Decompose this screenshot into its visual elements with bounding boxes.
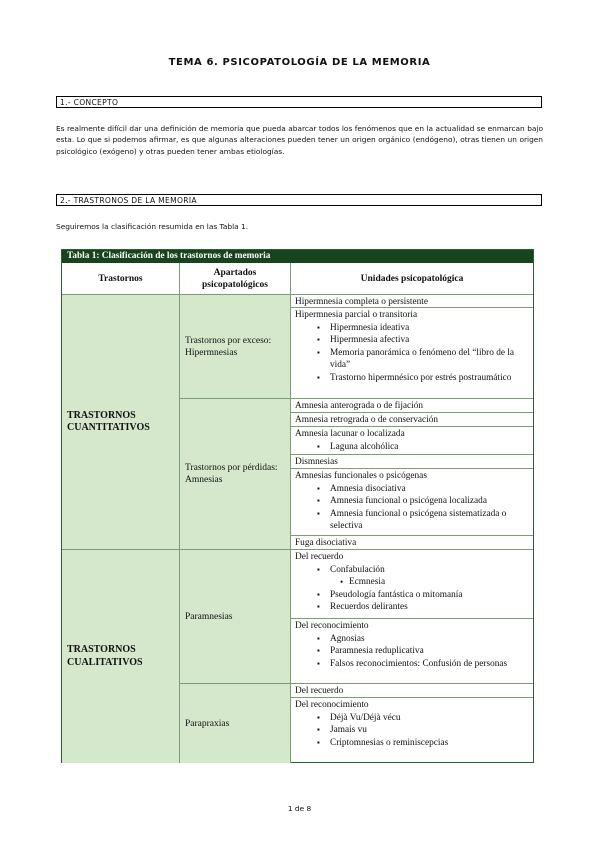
subsection-label: Parapraxias <box>185 718 230 729</box>
list-item: ▪ Confabulación <box>295 564 529 577</box>
category-label: TRASTORNOS CUALITATIVOS <box>67 644 143 668</box>
unit-cell: Fuga disociativa <box>290 535 533 549</box>
page-title: TEMA 6. PSICOPATOLOGÍA DE LA MEMORIA <box>168 57 431 68</box>
unit-head: Del recuerdo <box>295 552 344 562</box>
unit-head: Hipermnesia parcial o transitoria <box>295 310 418 320</box>
unit-head: Del reconocimiento <box>295 700 369 710</box>
list-item: • Ecmnesia <box>295 576 529 589</box>
category-cualitativos <box>62 549 179 763</box>
header-apartados: Apartados psicopatológicos <box>179 263 290 295</box>
unit-head: Del reconocimiento <box>295 621 369 631</box>
unit-cell <box>290 697 533 763</box>
list-item: ▪ Agnosias <box>295 633 529 646</box>
unit-cell <box>290 426 533 454</box>
unit-cell <box>290 468 533 535</box>
list-item: ▪ Amnesia funcional o psicógena localizada <box>295 495 529 508</box>
unit-cell: Amnesia retrograda o de conservación <box>290 412 533 426</box>
subsection-parapraxias <box>179 683 290 763</box>
unit-head: Amnesia lacunar o localizada <box>295 429 405 439</box>
subsection-paramnesias <box>179 549 290 683</box>
intro-paragraph: Seguiremos la clasificación resumida en las Tabla 1. <box>56 222 249 231</box>
list-item: ▪ Falsos reconocimientos: Confusión de personas <box>295 658 529 671</box>
list-item: ▪ Amnesia disociativa <box>295 483 529 496</box>
unit-cell <box>290 307 533 398</box>
subsection-amnesias <box>179 398 290 549</box>
unit-cell: Amnesia anterograda o de fijación <box>290 398 533 412</box>
unit-head: Amnesias funcionales o psicógenas <box>295 471 427 481</box>
subsection-label: Trastornos por exceso: Hipermnesias <box>185 335 272 358</box>
table-caption: Tabla 1: Clasificación de los trastornos de memoria <box>62 250 533 263</box>
list-item: ▪ Pseudología fantástica o mitomanía <box>295 589 529 602</box>
list-item: ▪ Trastorno hipermnésico por estrés postraumático <box>295 372 529 385</box>
header-unidades: Unidades psicopatológica <box>290 263 533 295</box>
unit-cell: Hipermnesia completa o persistente <box>290 294 533 307</box>
page-number: 1 de 8 <box>287 804 312 813</box>
concept-paragraph: Es realmente difícil dar una definición de memoria que pueda abarcar todos los fenómenos que en la actualidad se enmarcan bajo esta. Lo que si podemos afirmar, es que algunas alteraciones pueden tener un origen orgánico (endógeno), otras tienen un origen psicológico (exógeno) y otras pueden tener ambas etiologías. <box>56 124 543 156</box>
list-item: ▪ Laguna alcohólica <box>295 441 529 454</box>
subsection-label: Trastornos por pérdidas: Amnesias <box>185 463 278 485</box>
category-cuantitativos <box>62 294 179 549</box>
list-item: ▪ Amnesia funcional o psicógena sistematizada o selectiva <box>295 508 529 533</box>
list-item: ▪ Hipermnesia afectiva <box>295 334 529 347</box>
subsection-label: Paramnesias <box>185 611 233 622</box>
unit-cell <box>290 549 533 618</box>
list-item: ▪ Paramnesia reduplicativa <box>295 645 529 658</box>
list-item: ▪ Criptomnesias o reminiscepcias <box>295 737 529 750</box>
section-heading-concepto: 1.- CONCEPTO <box>56 96 542 108</box>
list-item: ▪ Hipermnesia ideativa <box>295 322 529 335</box>
unit-cell: Dismnesias <box>290 454 533 468</box>
header-trastornos: Trastornos <box>98 274 143 284</box>
unit-cell: Del recuerdo <box>290 683 533 697</box>
list-item: ▪ Memoria panorámica o fenómeno del “libro de la vida” <box>295 347 529 372</box>
subsection-hipermnesias <box>179 294 290 398</box>
section-heading-trastornos: 2.- TRASTRONOS DE LA MEMORIA <box>56 194 542 206</box>
list-item: ▪ Jamais vu <box>295 724 529 737</box>
classification-table <box>61 249 534 763</box>
category-label: TRASTORNOS CUANTITATIVOS <box>67 409 150 433</box>
list-item: ▪ Déjà Vu/Déjà vécu <box>295 712 529 725</box>
list-item: ▪ Recuerdos delirantes <box>295 601 529 614</box>
unit-cell <box>290 618 533 683</box>
